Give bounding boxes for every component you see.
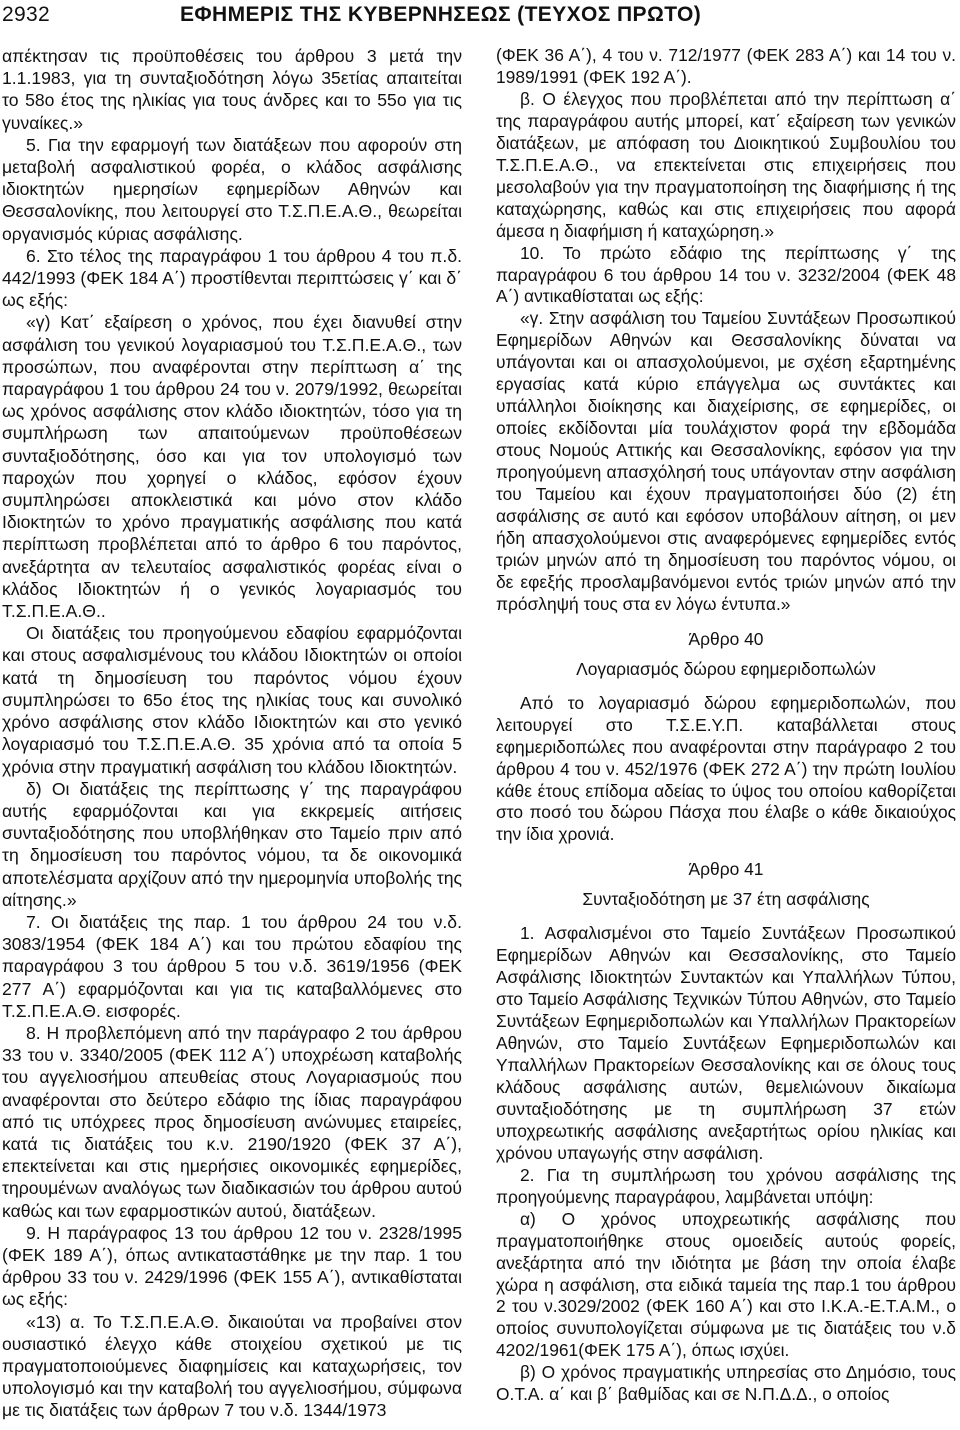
- paragraph: «γ) Κατ΄ εξαίρεση ο χρόνος, που έχει διανυθεί στην ασφάλιση του γενικού λογαριασμού του Τ.Σ.Π.Ε.Α.Θ., των προσώπων, που αναφέρονται στην περίπτωση α΄ της παραγράφου 1 του άρθρου 24 του ν. 2079/1992, θεωρείται ως χρόνος ασφάλισης στον κλάδο ιδιοκτητών, τόσο για τη συμπλήρωση των απαιτούμενων προϋποθέσεων συνταξιοδότησης, όσο και για τον υπολογισμό των παροχών που χορηγεί ο κλάδος, εφόσον έχουν συμπληρώσει αποκλειστικά και μόνο στον κλάδο Ιδιοκτητών το χρόνο πραγματικής ασφάλισης που κατά περίπτωση προβλέπεται από το άρθρο 6 του παρόντος, ανεξάρτητα αν τελευταίος ασφαλιστικός φορέας είναι ο κλάδος Ιδιοκτητών ή ο γενικός λογαριασμός του Τ.Σ.Π.Ε.Α.Θ..: [2, 312, 462, 622]
- right-column: [496, 45, 956, 1406]
- page-header: [0, 0, 960, 34]
- article-41-body: [496, 923, 956, 1406]
- paragraph: 7. Οι διατάξεις της παρ. 1 του άρθρου 24 του ν.δ. 3083/1954 (ΦΕΚ 184 Α΄) και του πρώτου εδαφίου της παραγράφου 3 του άρθρου 5 του ν.δ. 3619/1956 (ΦΕΚ 277 Α΄) εφαρμόζονται και για τις καταβαλλόμενες στο Τ.Σ.Π.Ε.Α.Θ. εισφορές.: [2, 911, 462, 1021]
- article-41-subtitle: Συνταξιοδότηση με 37 έτη ασφάλισης: [582, 889, 870, 910]
- article-41-title: Άρθρο 41: [688, 859, 764, 880]
- paragraph: β. Ο έλεγχος που προβλέπεται από την περίπτωση α΄ της παραγράφου αυτής μπορεί, κατ΄ εξαίρεση των γενικών διατάξεων, με απόφαση του Διοικητικού Συμβουλίου του Τ.Σ.Π.Ε.Α.Θ., να επεκτείνεται στις επιχειρήσεις που μεσολαβούν για την πραγματοποίηση της διαφήμισης ή της καταχώρησης, καθώς και στις επιχειρήσεις που αφορά άμεσα η διαφήμιση ή καταχώρηση.»: [496, 88, 956, 241]
- gazette-title: ΕΦΗΜΕΡΙΣ ΤΗΣ ΚΥΒΕΡΝΗΣΕΩΣ (ΤΕΥΧΟΣ ΠΡΩΤΟ): [180, 3, 702, 26]
- right-column-continuation: [496, 45, 956, 616]
- paragraph: «γ. Στην ασφάλιση του Ταμείου Συντάξεων Προσωπικού Εφημερίδων Αθηνών και Θεσσαλονίκης δύναται να υπάγονται και οι απασχολούμενοι, με σχέση εξαρτημένης εργασίας κατά κύριο επάγγελμα ως συντάκτες και υπάλληλοι διοίκησης και διαχείρισης, σε εφημερίδες, οι οποίες εκδίδονται μία τουλάχιστον φορά την εβδομάδα στους Νομούς Αττικής και Θεσσαλονίκης, εφόσον για την προηγούμενη απασχόλησή τους υπάγονταν στην ασφάλιση του Ταμείου και έχουν πραγματοποιήσει δύο (2) έτη ασφάλισης σε αυτό και εφόσον υποβάλουν αίτηση, οι μεν ήδη απασχολούμενοι στις αναφερόμενες εφημερίδες εντός τριών μηνών από τη δημοσίευση του παρόντος νόμου, οι δε εφεξής προσλαμβανόμενοι εντός τριών μηνών από την πρόσληψή τους στα εν λόγω έντυπα.»: [496, 308, 956, 614]
- paragraph: απέκτησαν τις προϋποθέσεις του άρθρου 3 μετά την 1.1.1983, για τη συνταξιοδότηση λόγω 35ετίας απαιτείται το 58ο έτος της ηλικίας για τους άνδρες και το 55ο για τις γυναίκες.»: [2, 46, 462, 133]
- article-40-subtitle: Λογαριασμός δώρου εφημεριδοπωλών: [576, 658, 876, 679]
- paragraph: (ΦΕΚ 36 Α΄), 4 του ν. 712/1977 (ΦΕΚ 283 Α΄) και 14 του ν. 1989/1991 (ΦΕΚ 192 Α΄).: [496, 45, 956, 87]
- paragraph: Από το λογαριασμό δώρου εφημεριδοπωλών, που λειτουργεί στο Τ.Σ.Ε.Υ.Π. καταβάλλεται στους εφημεριδοπώλες που αναφέρονται στην παράγραφο 2 του άρθρου 4 του ν. 452/1976 (ΦΕΚ 272 Α΄) την πρώτη Ιουλίου κάθε έτους επίδομα αδείας το ύψος του οποίου καθορίζεται στο ποσό του δώρου Πάσχα που έλαβε ο κάθε δικαιούχος την ίδια χρονιά.: [496, 692, 956, 845]
- paragraph: «13) α. Το Τ.Σ.Π.Ε.Α.Θ. δικαιούται να προβαίνει στον ουσιαστικό έλεγχο κάθε στοιχείου σχετικού με τις πραγματοποιούμενες διαφημίσεις και καταχωρήσεις, τον υπολογισμό και την καταβολή του αγγελιοσήμου, σύμφωνα με τις διατάξεις των άρθρων 7 του ν.δ. 1344/1973: [2, 1311, 462, 1421]
- article-40-title: Άρθρο 40: [688, 628, 764, 649]
- paragraph: 8. Η προβλεπόμενη από την παράγραφο 2 του άρθρου 33 του ν. 3340/2005 (ΦΕΚ 112 Α΄) υποχρέωση καταβολής του αγγελιοσήμου απευθείας στους Λογαριασμούς που αναφέρονται στο δεύτερο εδάφιο της ίδιας παραγράφου από τις υπόχρεες προς δημοσίευση ανώνυμες εταιρείες, κατά τις διατάξεις του κ.ν. 2190/1920 (ΦΕΚ 37 Α΄), επεκτείνεται και στις ημερήσιες οικονομικές εφημερίδες, τηρουμένων αναλόγως των διαδικασιών του άρθρου αυτού καθώς και των εφαρμοστικών αυτού, διατάξεων.: [2, 1022, 462, 1221]
- paragraph: 6. Στο τέλος της παραγράφου 1 του άρθρου 4 του π.δ. 442/1993 (ΦΕΚ 184 Α΄) προστίθενται περιπτώσεις γ΄ και δ΄ ως εξής:: [2, 245, 462, 311]
- left-column: [2, 45, 462, 1422]
- paragraph: 10. Το πρώτο εδάφιο της περίπτωσης γ΄ της παραγράφου 6 του άρθρου 14 του ν. 3232/2004 (ΦΕΚ 48 Α΄) αντικαθίσταται ως εξής:: [496, 242, 956, 307]
- article-40-body: [496, 693, 956, 847]
- paragraph: 9. Η παράγραφος 13 του άρθρου 12 του ν. 2328/1995 (ΦΕΚ 189 Α΄), όπως αντικαταστάθηκε με την παρ. 1 του άρθρου 33 του ν. 2429/1996 (ΦΕΚ 155 Α΄), αντικαθίσταται ως εξής:: [2, 1222, 462, 1310]
- paragraph: 1. Ασφαλισμένοι στο Ταμείο Συντάξεων Προσωπικού Εφημερίδων Αθηνών και Θεσσαλονίκης, στο Ταμείο Ασφάλισης Ιδιοκτητών Συντακτών και Υπαλλήλων Τύπου, στο Ταμείο Ασφάλισης Τεχνικών Τύπου Αθηνών, στο Ταμείο Συντάξεων Εφημεριδοπωλών και Υπαλλήλων Πρακτορείων Αθηνών, στο Ταμείο Συντάξεων Εφημεριδοπωλών και Υπαλλήλων Πρακτορείων Θεσσαλονίκης και σε όλους τους κλάδους ασφάλισης αυτών, θεμελιώνουν δικαίωμα συνταξιοδότησης με τη συμπλήρωση 37 ετών υποχρεωτικής ασφάλισης ανεξαρτήτως ορίου ηλικίας και χρόνου υπαγωγής στην ασφάλιση.: [496, 923, 956, 1163]
- paragraph: α) Ο χρόνος υποχρεωτικής ασφάλισης που πραγματοποιήθηκε στους ομοειδείς αυτούς φορείς, ανεξάρτητα από την ιδιότητα με βάση την οποία έλαβε χώρα η ασφάλιση, στα ειδικά ταμεία της παρ.1 του άρθρου 2 του ν.3029/2002 (ΦΕΚ 160 Α΄) και στο Ι.Κ.Α.-Ε.Τ.Α.Μ., ο οποίος συνυπολογίζεται σύμφωνα με τις διατάξεις του ν.δ 4202/1961(ΦΕΚ 175 Α΄), όπως ισχύει.: [496, 1208, 956, 1361]
- paragraph: 5. Για την εφαρμογή των διατάξεων που αφορούν στη μεταβολή ασφαλιστικού φορέα, ο κλάδος ασφάλισης ιδιοκτητών ημερησίων εφημερίδων Αθηνών και Θεσσαλονίκης, που λειτουργεί στο Τ.Σ.Π.Ε.Α.Θ., θεωρείται οργανισμός κύριας ασφάλισης.: [2, 134, 462, 244]
- paragraph: Οι διατάξεις του προηγούμενου εδαφίου εφαρμόζονται και στους ασφαλισμένους του κλάδου Ιδιοκτητών οι οποίοι κατά τη δημοσίευση του παρόντος νόμου έχουν συμπληρώσει το 65ο έτος της ηλικίας τους και συνολικό χρόνο ασφάλισης στον κλάδο Ιδιοκτητών και στο γενικό λογαριασμό του Τ.Σ.Π.Ε.Α.Θ. 35 χρόνια από τα οποία 5 χρόνια στην πραγματική ασφάλιση του κλάδου Ιδιοκτητών.: [2, 623, 462, 777]
- paragraph: δ) Οι διατάξεις της περίπτωσης γ΄ της παραγράφου αυτής εφαρμόζονται και για εκκρεμείς αιτήσεις συνταξιοδότησης που υποβλήθηκαν στο Ταμείο πριν από τη δημοσίευση του παρόντος νόμου, τα δε οικονομικά αποτελέσματα αρχίζουν από την ημερομηνία υποβολής της αίτησης.»: [2, 778, 462, 910]
- paragraph: β) Ο χρόνος πραγματικής υπηρεσίας στο Δημόσιο, τους Ο.Τ.Α. α΄ και β΄ βαθμίδας και σε Ν.Π.Δ.Δ., ο οποίος: [496, 1362, 956, 1405]
- paragraph: 2. Για τη συμπλήρωση του χρόνου ασφάλισης της προηγούμενης παραγράφου, λαμβάνεται υπόψη:: [496, 1164, 956, 1207]
- page-number: 2932: [2, 3, 50, 26]
